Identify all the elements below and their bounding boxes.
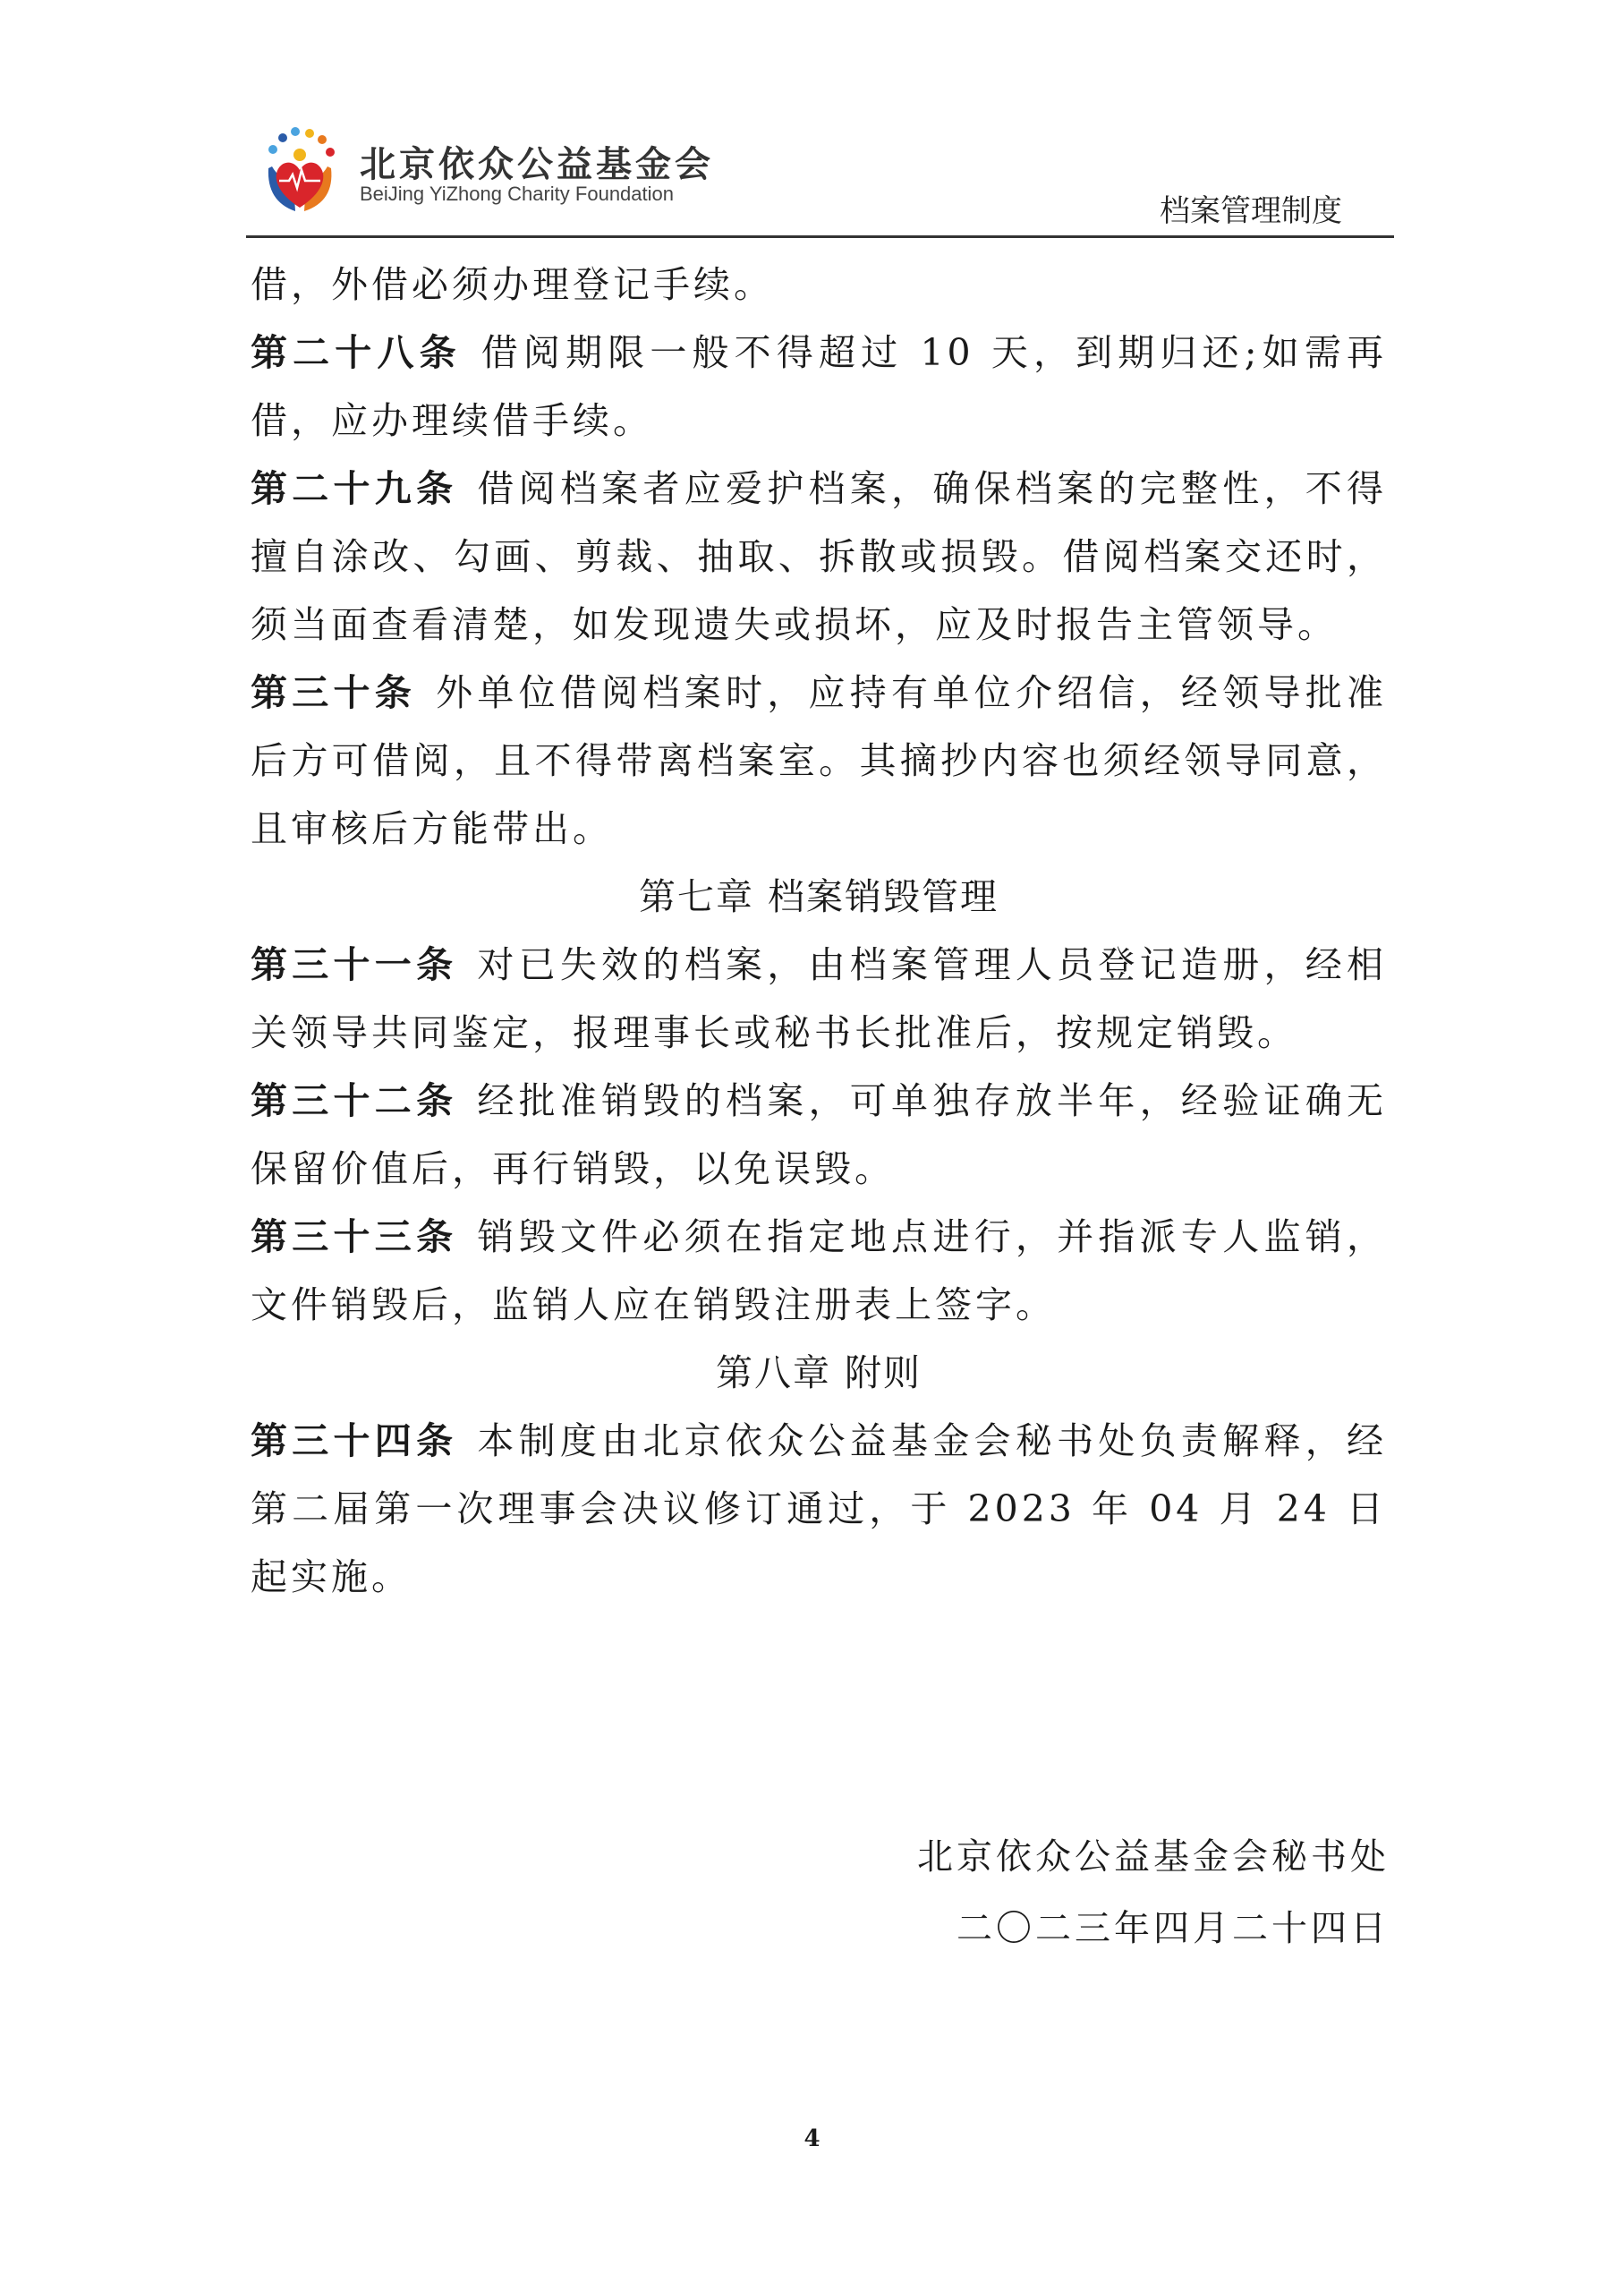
header-divider — [246, 235, 1394, 238]
paragraph-continued — [251, 251, 1387, 319]
article-label: 第三十四条 — [251, 1419, 458, 1462]
article-30 — [251, 659, 1387, 863]
document-body — [251, 251, 1387, 1611]
article-label: 第三十一条 — [251, 943, 458, 986]
article-text: 本制度由北京依众公益基金会秘书处负责解释，经第二届第一次理事会决议修订通过，于 2023 年 04 月 24 日起实施。 — [251, 1419, 1388, 1598]
article-31 — [251, 931, 1387, 1067]
article-28 — [251, 319, 1387, 455]
article-text: 借阅档案者应爱护档案，确保档案的完整性，不得擅自涂改、勾画、剪裁、抽取、拆散或损毁。借阅档案交还时，须当面查看清楚，如发现遗失或损坏，应及时报告主管领导。 — [251, 467, 1388, 646]
article-label: 第三十三条 — [251, 1215, 458, 1258]
article-text: 外单位借阅档案时，应持有单位介绍信，经领导批准后方可借阅，且不得带离档案室。其摘抄内容也须经领导同意，且审核后方能带出。 — [251, 671, 1387, 850]
signature-block — [917, 1821, 1390, 1964]
article-32 — [251, 1067, 1387, 1203]
paragraph-text: 借，外借必须办理登记手续。 — [251, 263, 774, 306]
heart-people-logo — [259, 125, 340, 215]
article-text: 销毁文件必须在指定地点进行，并指派专人监销，文件销毁后，监销人应在销毁注册表上签字。 — [251, 1215, 1388, 1326]
org-name-en: BeiJing YiZhong Charity Foundation — [360, 183, 674, 205]
page-header — [259, 125, 1396, 242]
chapter-8-heading: 第八章 附则 — [715, 1351, 923, 1394]
chapter-7-heading: 第七章 档案销毁管理 — [638, 875, 999, 918]
signature-org: 北京依众公益基金会秘书处 — [917, 1836, 1390, 1878]
signature-date: 二〇二三年四月二十四日 — [957, 1908, 1390, 1949]
article-label: 第二十九条 — [251, 467, 458, 510]
article-text: 经批准销毁的档案，可单独存放半年，经验证确无保留价值后，再行销毁，以免误毁。 — [251, 1079, 1388, 1190]
article-34 — [251, 1407, 1387, 1611]
article-text: 借阅期限一般不得超过 10 天，到期归还;如需再借，应办理续借手续。 — [251, 331, 1387, 442]
article-29 — [251, 455, 1387, 659]
org-name-cn: 北京依众公益基金会 — [360, 144, 714, 185]
article-label: 第三十条 — [251, 671, 417, 714]
article-33 — [251, 1203, 1387, 1339]
article-text: 对已失效的档案，由档案管理人员登记造册，经相关领导共同鉴定，报理事长或秘书长批准后，按规定销毁。 — [251, 943, 1388, 1054]
page-number: 4 — [803, 2125, 821, 2152]
article-label: 第二十八条 — [251, 331, 462, 374]
article-label: 第三十二条 — [251, 1079, 458, 1122]
document-title: 档案管理制度 — [1160, 193, 1342, 229]
